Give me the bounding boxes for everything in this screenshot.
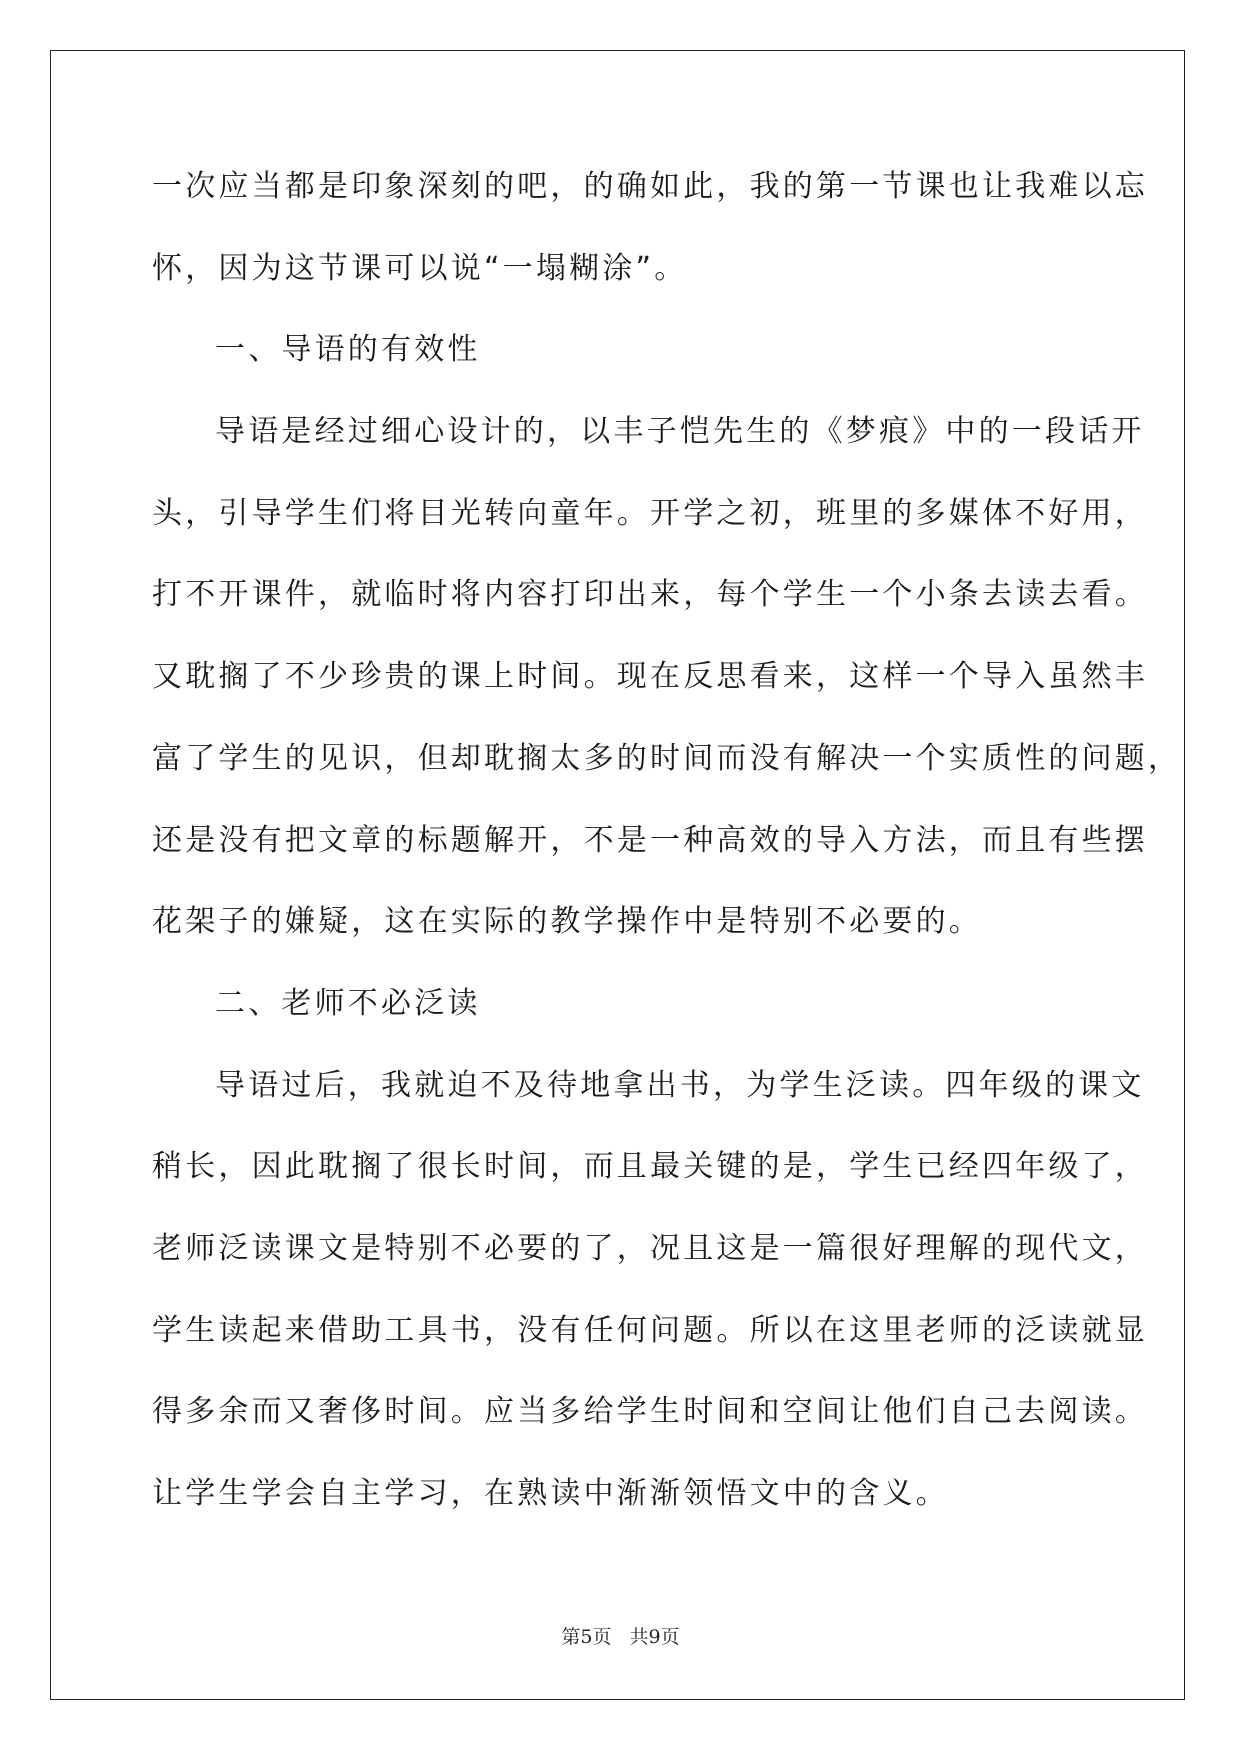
text-line: 头，引导学生们将目光转向童年。开学之初，班里的多媒体不好用， <box>152 495 1148 531</box>
text-line: 富了学生的见识，但却耽搁太多的时间而没有解决一个实质性的问题， <box>152 740 1182 776</box>
text-line: 导语过后，我就迫不及待地拿出书，为学生泛读。四年级的课文 <box>215 1067 1145 1103</box>
text-line: 得多余而又奢侈时间。应当多给学生时间和空间让他们自己去阅读。 <box>152 1394 1148 1430</box>
page-number: 第5页 <box>561 1626 612 1648</box>
section-heading: 一、导语的有效性 <box>215 332 481 368</box>
text-line: 怀，因为这节课可以说“一塌糊涂”。 <box>152 250 688 286</box>
text-line: 学生读起来借助工具书，没有任何问题。所以在这里老师的泛读就显 <box>152 1312 1148 1348</box>
text-line: 老师泛读课文是特别不必要的了，况且这是一篇很好理解的现代文， <box>152 1230 1148 1266</box>
text-line: 一次应当都是印象深刻的吧，的确如此，我的第一节课也让我难以忘 <box>152 169 1148 204</box>
text-line: 稍长，因此耽搁了很长时间，而且最关键的是，学生已经四年级了， <box>152 1149 1148 1185</box>
text-line: 导语是经过细心设计的，以丰子恺先生的《梦痕》中的一段话开 <box>215 414 1145 450</box>
document-body <box>152 160 1182 1549</box>
text-line: 还是没有把文章的标题解开，不是一种高效的导入方法，而且有些摆 <box>152 822 1148 858</box>
text-line: 打不开课件，就临时将内容打印出来，每个学生一个小条去读去看。 <box>152 577 1148 613</box>
text-line: 又耽搁了不少珍贵的课上时间。现在反思看来，这样一个导入虽然丰 <box>152 659 1148 695</box>
page-total: 共9页 <box>629 1626 680 1648</box>
text-line: 让学生学会自主学习，在熟读中渐渐领悟文中的含义。 <box>152 1476 949 1511</box>
section-heading: 二、老师不必泛读 <box>215 985 481 1021</box>
text-line: 花架子的嫌疑，这在实际的教学操作中是特别不必要的。 <box>152 904 982 940</box>
page-footer <box>0 1622 1241 1649</box>
